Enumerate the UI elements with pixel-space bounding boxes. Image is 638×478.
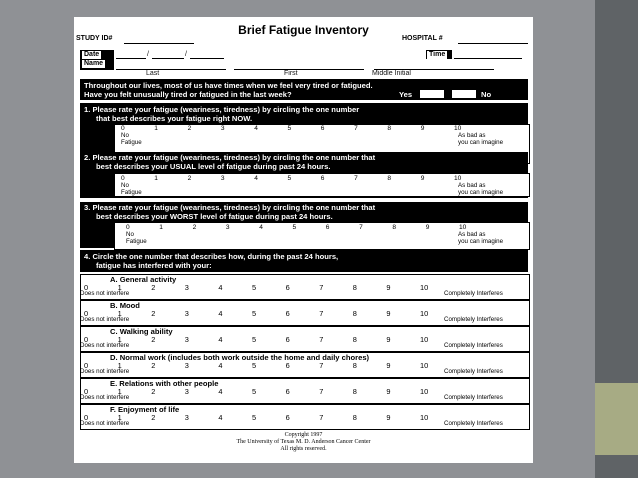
interference-item-c-option-6[interactable]: 6: [285, 335, 290, 344]
no-checkbox[interactable]: [452, 90, 476, 98]
interference-item-e-option-8[interactable]: 8: [352, 387, 357, 396]
question-1-option-5[interactable]: 5: [287, 125, 292, 132]
interference-high-anchor: Completely Interferes: [444, 342, 503, 349]
date-day-field[interactable]: [152, 58, 184, 59]
question-3-high-anchor-2: you can imagine: [458, 238, 504, 245]
question-1-line-1: 1. Please rate your fatigue (weariness, tiredness) by circling the one number: [84, 105, 360, 114]
interference-item-d-option-10[interactable]: 10: [420, 361, 429, 370]
interference-item-b-option-0[interactable]: 0: [84, 309, 89, 318]
interference-item-a-option-3[interactable]: 3: [184, 283, 189, 292]
question-4-line-2: fatigue has interfered with your:: [96, 261, 212, 270]
no-label: No: [481, 90, 492, 99]
question-3-option-1[interactable]: 1: [159, 224, 163, 231]
question-1-high-anchor-1: As bad as: [458, 132, 486, 139]
interference-item-b-option-9[interactable]: 9: [386, 309, 391, 318]
form-title: Brief Fatigue Inventory: [238, 23, 369, 37]
question-3-option-2[interactable]: 2: [192, 224, 197, 231]
interference-item-b-option-3[interactable]: 3: [184, 309, 189, 318]
interference-item-b-option-6[interactable]: 6: [285, 309, 290, 318]
question-1-option-4[interactable]: 4: [254, 125, 258, 132]
question-1-low-anchor-1: No: [121, 132, 129, 139]
interference-item-e-option-1[interactable]: 1: [117, 387, 122, 396]
interference-item-b-option-7[interactable]: 7: [319, 309, 324, 318]
question-3-option-7[interactable]: 7: [359, 224, 363, 231]
interference-item-a-option-6[interactable]: 6: [285, 283, 290, 292]
date-label: Date: [84, 51, 100, 58]
interference-item-f-option-8[interactable]: 8: [352, 413, 357, 422]
interference-item-e-option-4[interactable]: 4: [218, 387, 223, 396]
hospital-label: HOSPITAL #: [402, 35, 443, 42]
yes-label: Yes: [399, 90, 413, 99]
question-2-high-anchor-2: you can imagine: [458, 189, 504, 196]
date-month-field[interactable]: [116, 58, 146, 59]
interference-high-anchor: Completely Interferes: [444, 420, 503, 427]
interference-item-b-option-10[interactable]: 10: [420, 309, 429, 318]
question-2-line-1: 2. Please rate your fatigue (weariness, tiredness) by circling the one number that: [84, 153, 376, 162]
question-3-option-0[interactable]: 0: [126, 224, 130, 231]
question-2-option-6[interactable]: 6: [320, 175, 325, 182]
interference-item-e-option-9[interactable]: 9: [386, 387, 391, 396]
date-year-field[interactable]: [190, 58, 224, 59]
interference-item-d-option-4[interactable]: 4: [218, 361, 223, 370]
interference-item-a-option-9[interactable]: 9: [386, 283, 391, 292]
interference-item-title: A. General activity: [110, 275, 177, 284]
interference-high-anchor: Completely Interferes: [444, 290, 503, 297]
yes-checkbox[interactable]: [420, 90, 444, 98]
interference-item-f-option-5[interactable]: 5: [252, 413, 257, 422]
interference-item-d-option-2[interactable]: 2: [151, 361, 156, 370]
interference-item-a-option-4[interactable]: 4: [218, 283, 223, 292]
question-2-option-10[interactable]: 10: [454, 175, 462, 182]
study-id-field[interactable]: [124, 43, 194, 44]
question-1-line-2: that best describes your fatigue right NOW.: [96, 114, 253, 123]
question-2-line-2: best describes your USUAL level of fatigue during past 24 hours.: [96, 162, 331, 171]
interference-item-e-option-0[interactable]: 0: [84, 387, 89, 396]
interference-high-anchor: Completely Interferes: [444, 394, 503, 401]
question-3-low-anchor-2: Fatigue: [126, 238, 147, 245]
interference-item-d-option-6[interactable]: 6: [285, 361, 290, 370]
interference-item-title: D. Normal work (includes both work outside the home and daily chores): [110, 353, 370, 362]
interference-item-c-option-3[interactable]: 3: [184, 335, 189, 344]
interference-high-anchor: Completely Interferes: [444, 316, 503, 323]
time-field[interactable]: [454, 58, 522, 59]
interference-item-title: B. Mood: [110, 301, 140, 310]
question-1-option-1[interactable]: 1: [154, 125, 158, 132]
interference-item-e-option-6[interactable]: 6: [285, 387, 290, 396]
question-1-option-3[interactable]: 3: [220, 125, 225, 132]
interference-item-d-option-5[interactable]: 5: [252, 361, 257, 370]
interference-item-f-option-6[interactable]: 6: [285, 413, 290, 422]
copyright-line: Copyright 1997: [284, 432, 323, 438]
question-1-option-8[interactable]: 8: [387, 125, 392, 132]
question-3-option-3[interactable]: 3: [225, 224, 230, 231]
question-3-high-anchor-1: As bad as: [458, 231, 486, 238]
interference-low-anchor: Does not interfere: [80, 316, 130, 323]
interference-low-anchor: Does not interfere: [80, 420, 130, 427]
question-2-option-3[interactable]: 3: [220, 175, 225, 182]
name-first-field[interactable]: [234, 69, 364, 70]
interference-item-a-option-7[interactable]: 7: [319, 283, 324, 292]
name-label: Name: [84, 60, 104, 67]
interference-item-a-option-0[interactable]: 0: [84, 283, 89, 292]
question-2-low-anchor-2: Fatigue: [121, 189, 142, 196]
question-2-option-8[interactable]: 8: [387, 175, 392, 182]
interference-item-e-option-3[interactable]: 3: [184, 387, 189, 396]
question-1-option-6[interactable]: 6: [320, 125, 325, 132]
question-3-option-4[interactable]: 4: [259, 224, 263, 231]
interference-item-c-option-0[interactable]: 0: [84, 335, 89, 344]
interference-item-a-option-8[interactable]: 8: [352, 283, 357, 292]
question-3-low-anchor-1: No: [126, 231, 134, 238]
question-2-option-1[interactable]: 1: [154, 175, 158, 182]
intro-line-2: Have you felt unusually tired or fatigued in the last week?: [84, 90, 292, 99]
interference-item-c-option-1[interactable]: 1: [117, 335, 122, 344]
interference-item-title: C. Walking ability: [110, 327, 173, 336]
interference-item-d-option-1[interactable]: 1: [117, 361, 122, 370]
interference-item-b-option-5[interactable]: 5: [252, 309, 257, 318]
question-1-high-anchor-2: you can imagine: [458, 139, 504, 146]
time-label: Time: [429, 51, 446, 58]
interference-item-c-option-2[interactable]: 2: [151, 335, 156, 344]
question-3-line-1: 3. Please rate your fatigue (weariness, tiredness) by circling the one number that: [84, 203, 376, 212]
copyright-rights: All rights reserved.: [280, 446, 327, 452]
intro-line-1: Throughout our lives, most of us have times when we feel very tired or fatigued.: [84, 81, 373, 90]
interference-item-f-option-7[interactable]: 7: [319, 413, 324, 422]
question-3-option-5[interactable]: 5: [292, 224, 297, 231]
last-name-caption: Last: [146, 70, 160, 77]
question-1-option-10[interactable]: 10: [454, 125, 462, 132]
interference-item-f-option-10[interactable]: 10: [420, 413, 429, 422]
interference-item-d-option-0[interactable]: 0: [84, 361, 89, 370]
question-3-option-9[interactable]: 9: [425, 224, 430, 231]
fatigue-inventory-page: [74, 17, 533, 463]
question-2-option-0[interactable]: 0: [121, 175, 125, 182]
interference-item-d-option-9[interactable]: 9: [386, 361, 391, 370]
question-3-option-8[interactable]: 8: [392, 224, 397, 231]
interference-item-f-option-2[interactable]: 2: [151, 413, 156, 422]
interference-low-anchor: Does not interfere: [80, 290, 130, 297]
question-3-option-10[interactable]: 10: [459, 224, 467, 231]
date-separator: /: [185, 51, 187, 58]
interference-item-c-option-4[interactable]: 4: [218, 335, 223, 344]
interference-item-c-option-8[interactable]: 8: [352, 335, 357, 344]
question-3-line-2: best describes your WORST level of fatigue during past 24 hours.: [96, 212, 333, 221]
interference-item-e-option-10[interactable]: 10: [420, 387, 429, 396]
interference-item-a-option-5[interactable]: 5: [252, 283, 257, 292]
interference-item-e-option-7[interactable]: 7: [319, 387, 324, 396]
question-2-option-9[interactable]: 9: [420, 175, 425, 182]
interference-item-c-option-10[interactable]: 10: [420, 335, 429, 344]
question-1-option-2[interactable]: 2: [187, 125, 192, 132]
interference-item-e-option-5[interactable]: 5: [252, 387, 257, 396]
interference-item-a-option-1[interactable]: 1: [117, 283, 122, 292]
question-1-option-0[interactable]: 0: [121, 125, 125, 132]
middle-initial-caption: Middle Initial: [372, 70, 411, 77]
interference-item-f-option-1[interactable]: 1: [117, 413, 122, 422]
interference-item-d-option-8[interactable]: 8: [352, 361, 357, 370]
date-separator: /: [147, 51, 149, 58]
interference-high-anchor: Completely Interferes: [444, 368, 503, 375]
interference-item-e-option-2[interactable]: 2: [151, 387, 156, 396]
question-2-option-7[interactable]: 7: [354, 175, 358, 182]
interference-item-f-option-3[interactable]: 3: [184, 413, 189, 422]
question-4-line-1: 4. Circle the one number that describes how, during the past 24 hours,: [84, 252, 339, 261]
question-2-option-2[interactable]: 2: [187, 175, 192, 182]
interference-item-f-option-0[interactable]: 0: [84, 413, 89, 422]
name-last-field[interactable]: [116, 69, 226, 70]
question-2-option-4[interactable]: 4: [254, 175, 258, 182]
interference-item-c-option-9[interactable]: 9: [386, 335, 391, 344]
interference-item-b-option-2[interactable]: 2: [151, 309, 156, 318]
interference-low-anchor: Does not interfere: [80, 368, 130, 375]
interference-item-d-option-3[interactable]: 3: [184, 361, 189, 370]
interference-item-d-option-7[interactable]: 7: [319, 361, 324, 370]
question-2-high-anchor-1: As bad as: [458, 182, 486, 189]
question-1-low-anchor-2: Fatigue: [121, 139, 142, 146]
interference-item-b-option-8[interactable]: 8: [352, 309, 357, 318]
interference-item-c-option-5[interactable]: 5: [252, 335, 257, 344]
interference-item-a-option-2[interactable]: 2: [151, 283, 156, 292]
question-1-option-7[interactable]: 7: [354, 125, 358, 132]
question-2-low-anchor-1: No: [121, 182, 129, 189]
interference-item-f-option-9[interactable]: 9: [386, 413, 391, 422]
interference-item-b-option-4[interactable]: 4: [218, 309, 223, 318]
slide-frame-accent: [595, 383, 638, 455]
question-1-option-9[interactable]: 9: [420, 125, 425, 132]
interference-item-title: E. Relations with other people: [110, 379, 219, 388]
question-3-option-6[interactable]: 6: [325, 224, 330, 231]
interference-item-f-option-4[interactable]: 4: [218, 413, 223, 422]
copyright-institution: The University of Texas M. D. Anderson Cancer Center: [236, 439, 371, 445]
interference-item-a-option-10[interactable]: 10: [420, 283, 429, 292]
study-id-label: STUDY ID#: [76, 35, 113, 42]
interference-low-anchor: Does not interfere: [80, 394, 130, 401]
hospital-field[interactable]: [458, 43, 528, 44]
first-name-caption: First: [284, 70, 298, 77]
interference-item-c-option-7[interactable]: 7: [319, 335, 324, 344]
interference-item-b-option-1[interactable]: 1: [117, 309, 122, 318]
interference-item-title: F. Enjoyment of life: [110, 405, 180, 414]
question-2-option-5[interactable]: 5: [287, 175, 292, 182]
interference-low-anchor: Does not interfere: [80, 342, 130, 349]
